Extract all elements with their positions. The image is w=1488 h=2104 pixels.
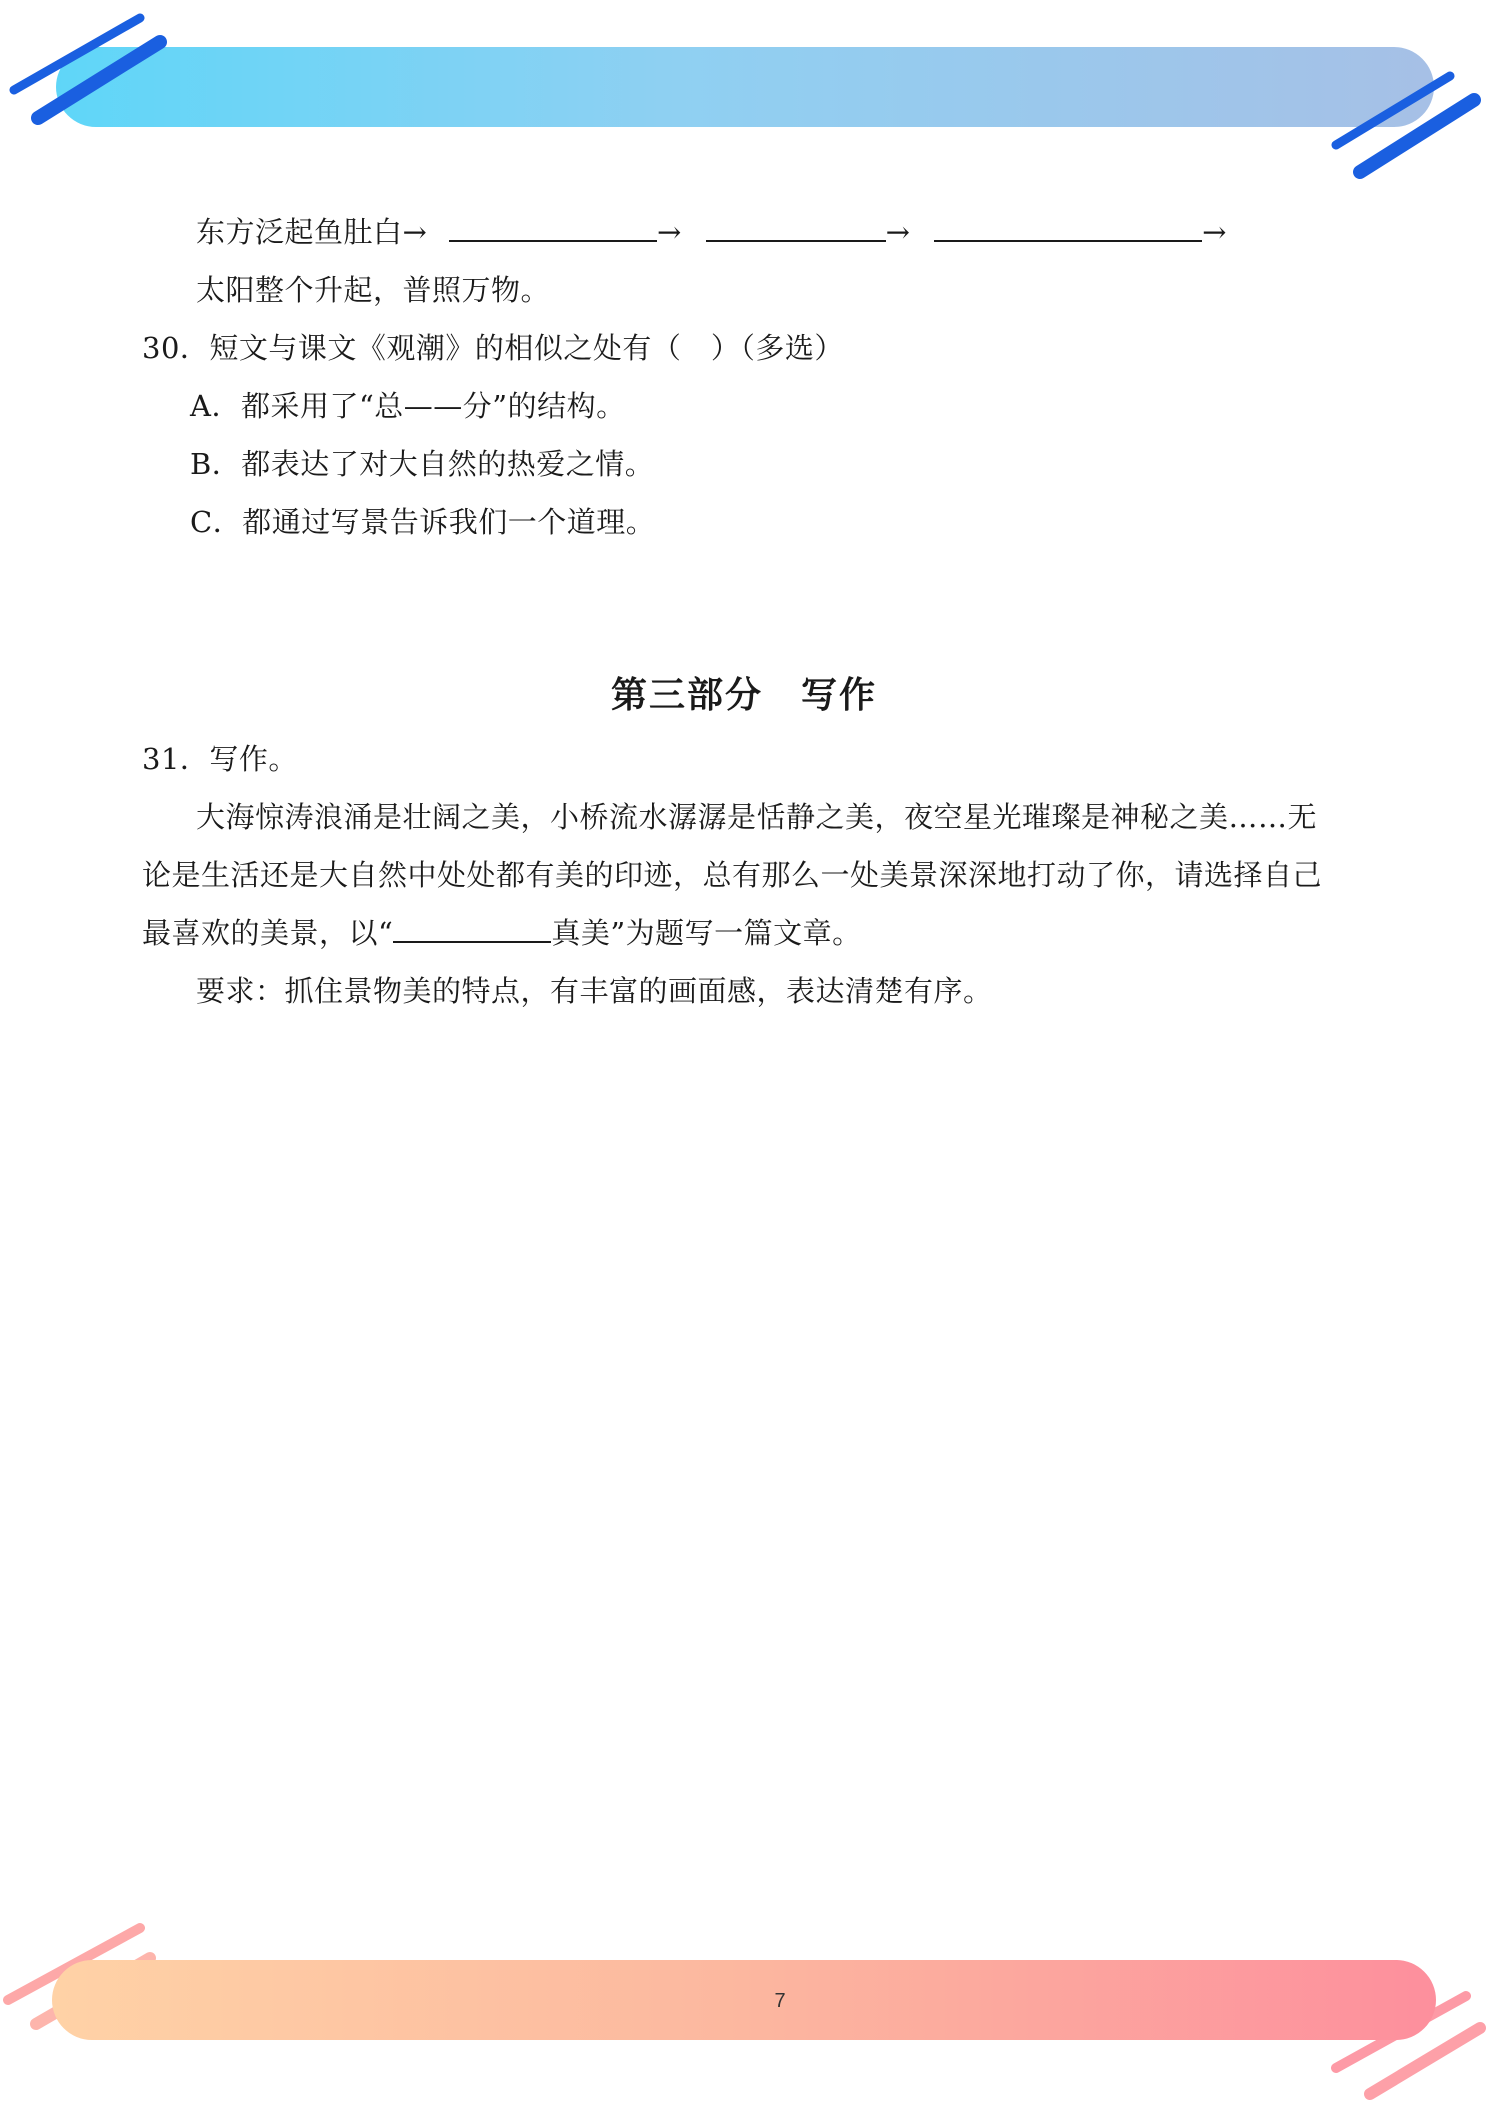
q31-paragraph-line-1: 大海惊涛浪涌是壮阔之美，小桥流水潺潺是恬静之美，夜空星光璀璨是神秘之美……无 bbox=[196, 800, 1318, 834]
q30-option-b[interactable]: B．都表达了对大自然的热爱之情。 bbox=[190, 447, 655, 481]
q31-title-prefix: 最喜欢的美景，以“ bbox=[142, 916, 394, 950]
q31-title-suffix: 真美”为题写一篇文章。 bbox=[551, 916, 862, 950]
q29-end-text: 太阳整个升起，普照万物。 bbox=[196, 273, 551, 307]
arrow-symbol: → bbox=[1202, 215, 1227, 249]
header-stripes-left bbox=[14, 18, 160, 118]
arrow-symbol: → bbox=[885, 215, 911, 249]
q29-sequence-line bbox=[196, 212, 1227, 252]
page-number: 7 bbox=[774, 1990, 786, 2012]
header-stripes-right bbox=[1336, 76, 1474, 172]
q30-option-c[interactable]: C．都通过写景告诉我们一个道理。 bbox=[190, 505, 656, 539]
q30-option-a[interactable]: A．都采用了“总——分”的结构。 bbox=[190, 389, 626, 423]
q31-paragraph-line-3 bbox=[142, 913, 862, 953]
answer-blank[interactable] bbox=[449, 214, 657, 242]
q29-start-text: 东方泛起鱼肚白→ bbox=[196, 215, 428, 249]
q31-requirement: 要求：抓住景物美的特点，有丰富的画面感，表达清楚有序。 bbox=[196, 974, 993, 1008]
answer-blank[interactable] bbox=[934, 214, 1202, 242]
q31-stem: 31．写作。 bbox=[142, 742, 298, 776]
title-blank[interactable] bbox=[393, 915, 551, 943]
section-title: 第三部分 写作 bbox=[610, 675, 877, 716]
q30-stem: 30．短文与课文《观潮》的相似之处有（ ）（多选） bbox=[142, 331, 844, 365]
answer-blank[interactable] bbox=[706, 214, 886, 242]
arrow-symbol: → bbox=[657, 215, 682, 249]
q31-paragraph-line-2: 论是生活还是大自然中处处都有美的印迹，总有那么一处美景深深地打动了你，请选择自己 bbox=[142, 858, 1323, 892]
